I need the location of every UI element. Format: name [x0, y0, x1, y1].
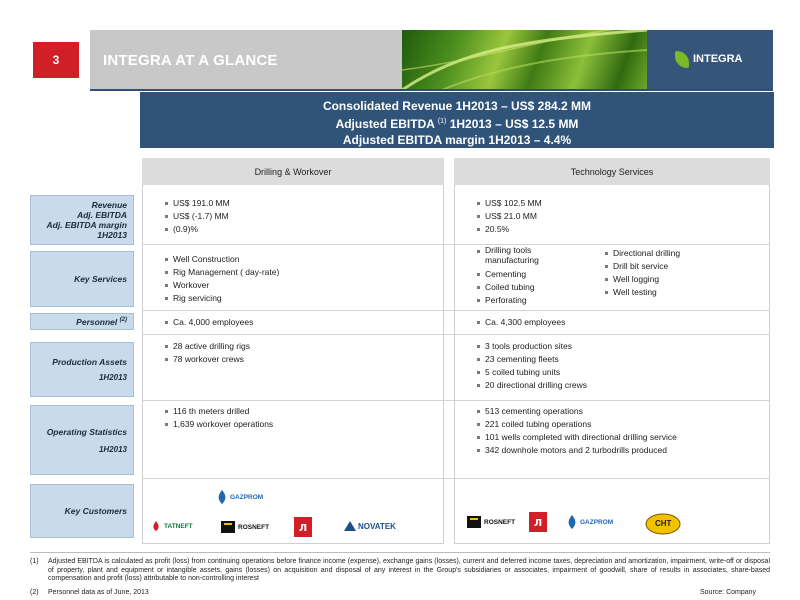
- technology-financials: [477, 197, 542, 236]
- label-period: 1H2013: [97, 230, 127, 240]
- lukoil-logo: [529, 512, 547, 532]
- list-item: 1,639 workover operations: [165, 418, 273, 431]
- drilling-financials: [165, 197, 230, 236]
- list-item: 5 coiled tubing units: [477, 366, 587, 379]
- label-production-assets: Production Assets: [52, 357, 127, 367]
- list-item: US$ 191.0 MM: [165, 197, 230, 210]
- row-label-key-customers: [30, 484, 134, 538]
- row-divider: [142, 244, 770, 245]
- novatek-logo: [344, 521, 396, 531]
- rosneft-icon: [220, 520, 236, 534]
- footnote-divider: [30, 552, 770, 553]
- list-item: 101 wells completed with directional drilling service: [477, 431, 677, 444]
- list-item: Drilling tools manufacturing: [477, 245, 557, 265]
- rosneft-icon: [466, 515, 482, 529]
- list-item: 23 cementing fleets: [477, 353, 587, 366]
- footnote-ref: (2): [119, 316, 127, 323]
- banner-ebitda-label: Adjusted EBITDA: [335, 117, 435, 131]
- label-operating-statistics: Operating Statistics: [46, 426, 127, 437]
- label-revenue: Revenue: [91, 200, 127, 210]
- header-divider: [90, 89, 773, 91]
- list-item: 116 th meters drilled: [165, 405, 273, 418]
- integra-logo: [675, 49, 765, 71]
- banner-ebitda-value: 1H2013 – US$ 12.5 MM: [446, 117, 579, 131]
- list-item: 78 workover crews: [165, 353, 250, 366]
- customer-name: CHT: [655, 519, 672, 528]
- list-item: 342 downhole motors and 2 turbodrills produced: [477, 444, 677, 457]
- list-item: Cementing: [477, 268, 557, 281]
- lukoil-logo: [294, 517, 312, 537]
- list-item: 28 active drilling rigs: [165, 340, 250, 353]
- row-divider: [142, 400, 770, 401]
- label-personnel: [31, 317, 127, 327]
- customer-name: NOVATEK: [358, 521, 396, 531]
- label-personnel-text: Personnel: [76, 316, 118, 327]
- list-item: Ca. 4,300 employees: [477, 316, 565, 329]
- customer-name: ROSNEFT: [238, 523, 270, 531]
- list-item: 3 tools production sites: [477, 340, 587, 353]
- row-label-key-services: [30, 251, 134, 307]
- label-adj-ebitda: Adj. EBITDA: [76, 210, 127, 220]
- drilling-assets: [165, 340, 250, 366]
- tatneft-logo: [150, 520, 193, 532]
- list-item: 513 cementing operations: [477, 405, 677, 418]
- row-label-personnel: [30, 313, 134, 330]
- lukoil-icon: [529, 512, 547, 532]
- footnote-ebitda: Adjusted EBITDA is calculated as profit (loss) from continuing operations before finance income (expense), exchange gains (losses), current and deferred income taxes, depreciation and amortization, impairment, write-off or disposal of property, plant and equipment or intangible assets, gains (losses) on acquisition and disposal of any interest in the Group's subsidiaries or associates, impairment of goodwill, share of results in associates, share-based compensation and profit (loss) attributable to non-controlling interest: [48, 558, 770, 582]
- list-item: Ca. 4,000 employees: [165, 316, 253, 329]
- rosneft-logo: [220, 520, 269, 534]
- technology-statistics: [477, 405, 677, 457]
- gazprom-flame-icon: [216, 490, 228, 504]
- row-label-production-assets: [30, 342, 134, 397]
- list-item: Rig Management ( day-rate): [165, 266, 279, 279]
- technology-assets: [477, 340, 587, 392]
- row-divider: [142, 334, 770, 335]
- cht-logo: [645, 513, 681, 535]
- technology-services-a: [477, 245, 557, 307]
- drilling-statistics: [165, 405, 273, 431]
- logo-text: INTEGRA: [693, 53, 743, 65]
- summary-banner: [140, 92, 774, 148]
- list-item: Directional drilling: [605, 247, 680, 260]
- gazprom-logo: [216, 490, 263, 504]
- page-title: INTEGRA AT A GLANCE: [103, 52, 278, 69]
- column-header-technology: Technology Services: [454, 158, 770, 185]
- svg-text:Л: Л: [298, 523, 308, 534]
- list-item: 20 directional drilling crews: [477, 379, 587, 392]
- list-item: US$ 102.5 MM: [477, 197, 542, 210]
- footnote-ref: (1): [437, 118, 447, 125]
- label-key-services: Key Services: [74, 274, 127, 284]
- lukoil-icon: [294, 517, 312, 537]
- source-note: Source: Company: [700, 589, 757, 596]
- column-header-drilling: Drilling & Workover: [142, 158, 444, 185]
- list-item: Workover: [165, 279, 279, 292]
- list-item: Rig servicing: [165, 292, 279, 305]
- list-item: US$ 21.0 MM: [477, 210, 542, 223]
- gazprom-logo: [566, 515, 613, 529]
- list-item: US$ (-1.7) MM: [165, 210, 230, 223]
- label-period: 1H2013: [98, 373, 127, 382]
- list-item: Perforating: [477, 294, 557, 307]
- footnote-personnel: Personnel data as of June, 2013: [48, 589, 149, 596]
- list-item: Drill bit service: [605, 260, 680, 273]
- customer-name: TATNEFT: [164, 522, 193, 530]
- customer-name: GAZPROM: [230, 493, 264, 501]
- label-period: 1H2013: [98, 444, 127, 454]
- row-label-operating-statistics: [30, 405, 134, 475]
- label-adj-ebitda-margin: Adj. EBITDA margin: [46, 220, 127, 230]
- page-number: 3: [33, 42, 79, 78]
- customer-name: GAZPROM: [580, 518, 614, 526]
- gazprom-flame-icon: [566, 515, 578, 529]
- list-item: Well Construction: [165, 253, 279, 266]
- row-divider: [142, 478, 770, 479]
- list-item: 221 coiled tubing operations: [477, 418, 677, 431]
- svg-text:Л: Л: [533, 518, 543, 529]
- banner-margin: Adjusted EBITDA margin 1H2013 – 4.4%: [342, 133, 572, 147]
- list-item: Well logging: [605, 273, 680, 286]
- customer-name: ROSNEFT: [484, 518, 516, 526]
- drilling-services: [165, 253, 279, 305]
- list-item: Coiled tubing: [477, 281, 557, 294]
- tatneft-drop-icon: [150, 520, 162, 532]
- drilling-personnel: [165, 316, 253, 329]
- list-item: Well testing: [605, 286, 680, 299]
- leaf-icon: [675, 51, 689, 68]
- header-leaf-image: [402, 30, 647, 90]
- footnote-number: (1): [30, 558, 39, 565]
- list-item: 20.5%: [477, 223, 542, 236]
- label-key-customers: Key Customers: [64, 506, 127, 516]
- banner-revenue: Consolidated Revenue 1H2013 – US$ 284.2 MM: [322, 99, 592, 113]
- row-label-financials: [30, 195, 134, 245]
- list-item: (0.9)%: [165, 223, 230, 236]
- footnote-number: (2): [30, 589, 39, 596]
- technology-services-b: [605, 247, 680, 299]
- novatek-icon: [344, 521, 356, 531]
- banner-ebitda: [140, 114, 774, 132]
- rosneft-logo: [466, 515, 515, 529]
- technology-personnel: [477, 316, 565, 329]
- row-divider: [142, 310, 770, 311]
